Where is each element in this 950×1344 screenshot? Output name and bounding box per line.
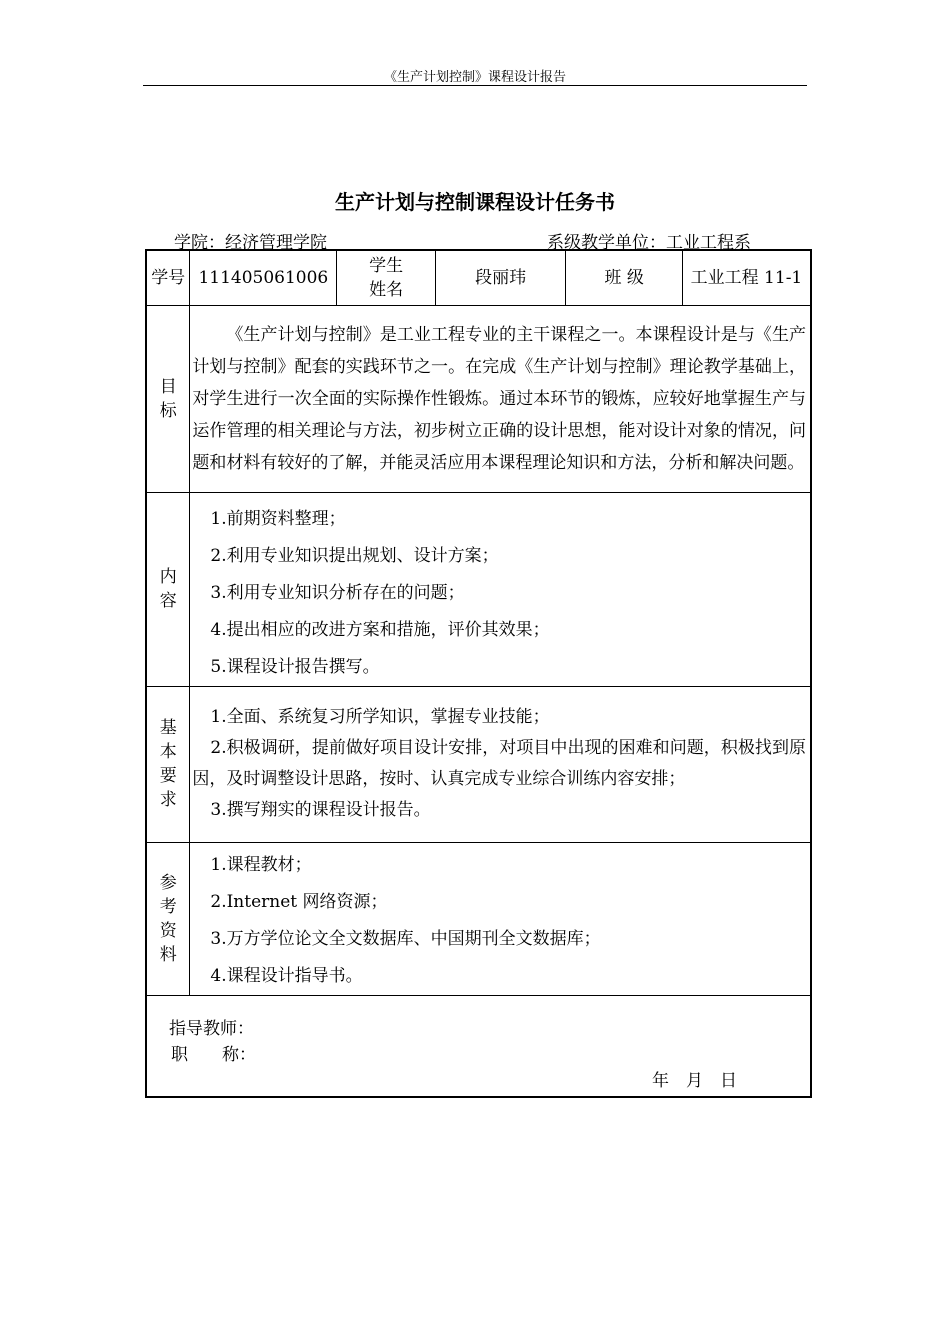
class-label: 班 级 [566,250,683,305]
requirements-label-cell [146,686,190,842]
references-list-cell [190,842,811,995]
content-label-char: 容 [159,591,177,611]
student-name-label-2: 姓名 [369,279,404,300]
list-item: 2.利用专业知识提出规划、设计方案； [210,545,499,566]
goal-label-char: 标 [159,400,177,421]
list-item: 4.课程设计指导书。 [210,965,363,986]
student-name-label-cell [337,250,436,305]
content-label-cell [146,492,190,686]
class-value: 工业工程 11-1 [682,250,811,305]
content-row [146,492,811,686]
student-name-value: 段丽玮 [435,250,565,305]
department-field: 系级教学单位：工业工程系 [547,233,751,253]
references-label-char: 料 [159,944,177,965]
list-item: 5.课程设计报告撰写。 [210,656,380,677]
college-field: 学院：经济管理学院 [174,233,327,253]
goal-text: 《生产计划与控制》是工业工程专业的主干课程之一。本课程设计是与《生产计划与控制》配套的实践环节之一。在完成《生产计划与控制》理论教学基础上，对学生进行一次全面的实际操作性锻炼。通过本环节的锻炼，应较好地掌握生产与运作管理的相关理论与方法，初步树立正确的设计思想，能对设计对象的情况，问题和材料有较好的了解，并能灵活应用本课程理论知识和方法，分析和解决问题。 [192,324,806,473]
signature-cell [146,995,811,1097]
content-label-char: 内 [159,567,177,587]
references-label-char: 资 [159,920,177,941]
references-row [146,842,811,995]
goal-row [146,305,811,492]
list-item: 3.万方学位论文全文数据库、中国期刊全文数据库； [210,928,601,949]
list-item: 4.提出相应的改进方案和措施，评价其效果； [210,619,550,640]
content-list-cell [190,492,811,686]
student-id-value: 111405061006 [190,250,337,305]
requirements-list-cell [190,686,811,842]
list-item: 2.积极调研，提前做好项目设计安排，对项目中出现的困难和问题，积极找到原因，及时调整设计思路，按时、认真完成专业综合训练内容安排； [192,738,806,789]
list-item: 3.利用专业知识分析存在的问题； [210,582,465,603]
requirements-label-char: 求 [159,790,177,810]
list-item: 1.课程教材； [210,854,312,875]
info-row [146,250,811,305]
list-item: 2.Internet 网络资源； [210,891,388,912]
requirements-label-char: 要 [159,766,177,786]
goal-label-char: 目 [159,376,177,397]
signature-row [146,995,811,1097]
running-header: 《生产计划控制》课程设计报告 [383,70,566,85]
list-item: 1.全面、系统复习所学知识，掌握专业技能； [210,707,550,727]
goal-text-cell [190,305,811,492]
date-label: 年 月 日 [652,1070,737,1091]
header-rule [143,85,807,86]
document-title: 生产计划与控制课程设计任务书 [335,190,615,214]
student-id-label-cell [146,250,190,305]
task-table [145,249,812,1098]
references-label-char: 参 [159,872,177,893]
references-label-cell [146,842,190,995]
student-id-label: 学号 [151,267,186,288]
list-item: 3.撰写翔实的课程设计报告。 [210,800,431,820]
goal-label-cell [146,305,190,492]
requirements-label-char: 基 [159,718,177,738]
title-label: 职 称： [171,1044,256,1065]
requirements-label-char: 本 [159,742,177,762]
references-label-char: 考 [159,896,177,917]
student-name-label-1: 学生 [369,255,404,276]
supervisor-label: 指导教师： [169,1018,254,1039]
list-item: 1.前期资料整理； [210,508,346,529]
requirements-row [146,686,811,842]
